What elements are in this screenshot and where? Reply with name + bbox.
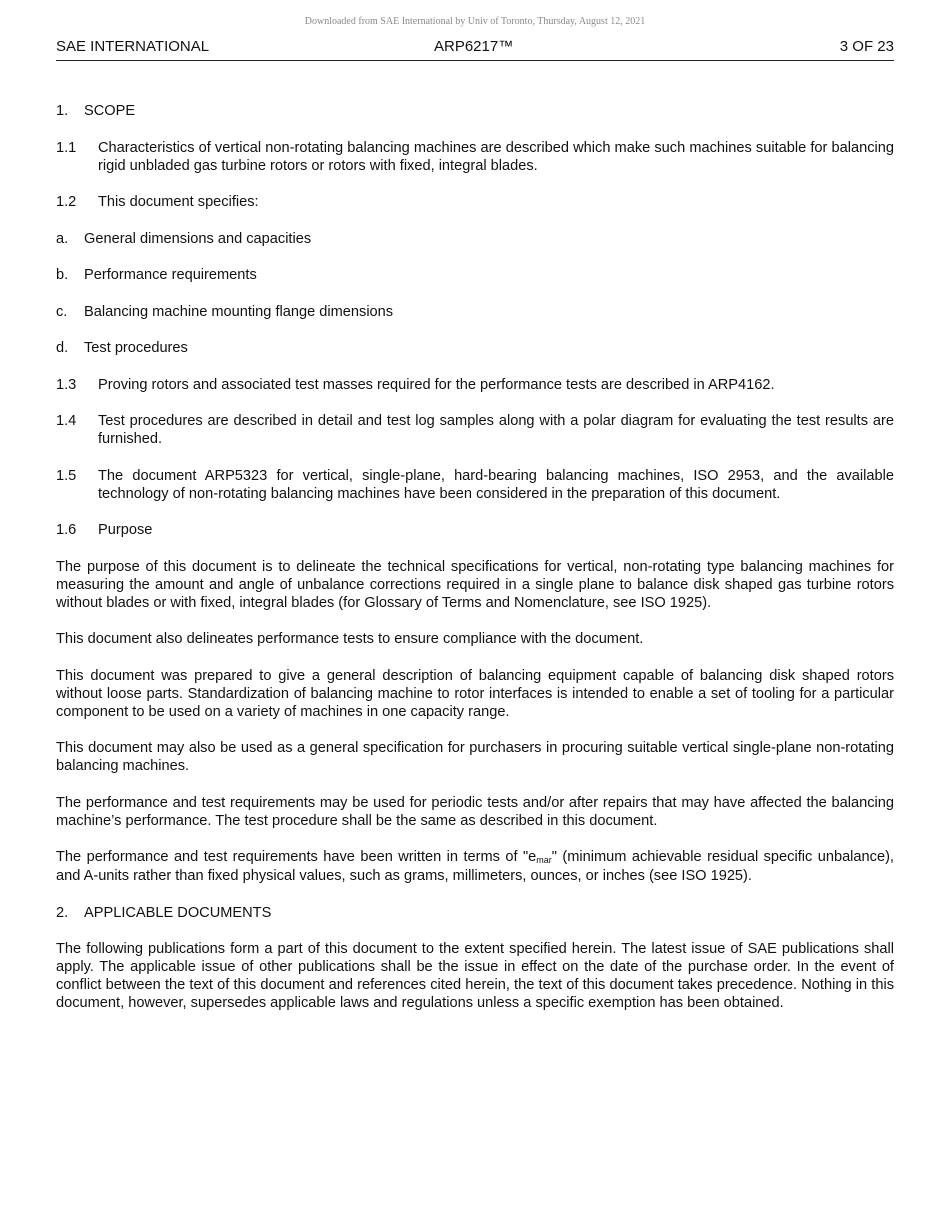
emar-paragraph [56,848,894,885]
section-number: 2. [56,904,69,921]
clause-text: The document ARP5323 for vertical, single-plane, hard-bearing balancing machines, ISO 2953, and the available technology of non-rotating balancing machines have been considered in the preparation of this document. [98,467,894,502]
clause-number: 1.2 [56,194,77,210]
section-2-heading [56,904,894,922]
list-item [56,230,894,248]
clause-1-2 [56,193,894,211]
clause-number: 1.4 [56,413,77,429]
list-item [56,303,894,321]
clause-text: Characteristics of vertical non-rotating balancing machines are described which make such machines suitable for balancing rigid unbladed gas turbine rotors or rotors with fixed, integral blades. [98,139,894,174]
clause-text: This document specifies: [98,194,259,210]
paragraph: This document was prepared to give a general description of balancing equipment capable of balancing disk shaped rotors without loose parts. Standardization of balancing machine to rotor interfaces is intended to enable a set of tooling for a particular component to be used on a variety of machines in one capacity range. [56,667,894,720]
clause-1-4 [56,412,894,448]
paragraph: The purpose of this document is to delineate the technical specifications for vertical, non-rotating type balancing machines for measuring the amount and angle of unbalance corrections required in a single plane to balance disk shaped gas turbine rotors without blades or with fixed, integral blades (for Glossary of Terms and Nomenclature, see ISO 1925). [56,558,894,611]
page-header [56,38,894,61]
section-number: 1. [56,103,69,119]
list-label: d. [56,340,69,356]
clause-text: Purpose [98,522,153,538]
list-text: Balancing machine mounting flange dimensions [84,303,394,320]
paragraph: The performance and test requirements may be used for periodic tests and/or after repairs that may have affected the balancing machine’s performance. The test procedure shall be the same as described in this document. [56,794,894,829]
list-item [56,266,894,284]
list-label: c. [56,303,68,320]
clause-number: 1.5 [56,467,77,484]
emar-text-before: The performance and test requirements have been written in terms of "e [56,849,537,865]
list-text: Test procedures [84,340,188,356]
clause-number: 1.6 [56,522,77,538]
clause-1-5 [56,467,894,503]
header-page-number: 3 OF 23 [839,38,894,55]
list-label: b. [56,267,69,283]
clause-number: 1.1 [56,139,77,156]
clause-text: Proving rotors and associated test masses required for the performance tests are described in ARP4162. [98,376,775,393]
section-title: SCOPE [84,103,136,119]
section-title: APPLICABLE DOCUMENTS [84,904,272,921]
clause-number: 1.3 [56,376,77,393]
document-body [56,102,894,1031]
list-text: Performance requirements [84,267,257,283]
paragraph: The following publications form a part of this document to the extent specified herein. The latest issue of SAE publications shall apply. The applicable issue of other publications shall be the issue in effect on the date of the purchase order. In the event of conflict between the text of this document and references cited herein, the text of this document takes precedence. Nothing in this document, however, supersedes applicable laws and regulations unless a specific exemption has been obtained. [56,941,894,1011]
clause-1-1 [56,139,894,175]
clause-text: Test procedures are described in detail and test log samples along with a polar diagram for evaluating the test results are furnished. [98,413,894,447]
list-text: General dimensions and capacities [84,230,312,247]
download-watermark: Downloaded from SAE International by Univ of Toronto, Thursday, August 12, 2021 [304,16,646,27]
paragraph: This document also delineates performance tests to ensure compliance with the document. [56,631,644,647]
list-label: a. [56,230,69,247]
clause-1-3 [56,376,894,394]
list-item [56,339,894,357]
header-organization: SAE INTERNATIONAL [56,38,210,55]
paragraph: This document may also be used as a general specification for purchasers in procuring suitable vertical single-plane non-rotating balancing machines. [56,740,894,774]
emar-text-after: " (minimum achievable residual specific unbalance), and A-units rather than fixed physical values, such as grams, millimeters, ounces, or inches (see ISO 1925). [56,849,894,884]
header-document-id: ARP6217™ [434,38,514,55]
section-1-heading [56,102,894,120]
clause-1-6 [56,521,894,539]
emar-subscript: mar [536,855,552,865]
